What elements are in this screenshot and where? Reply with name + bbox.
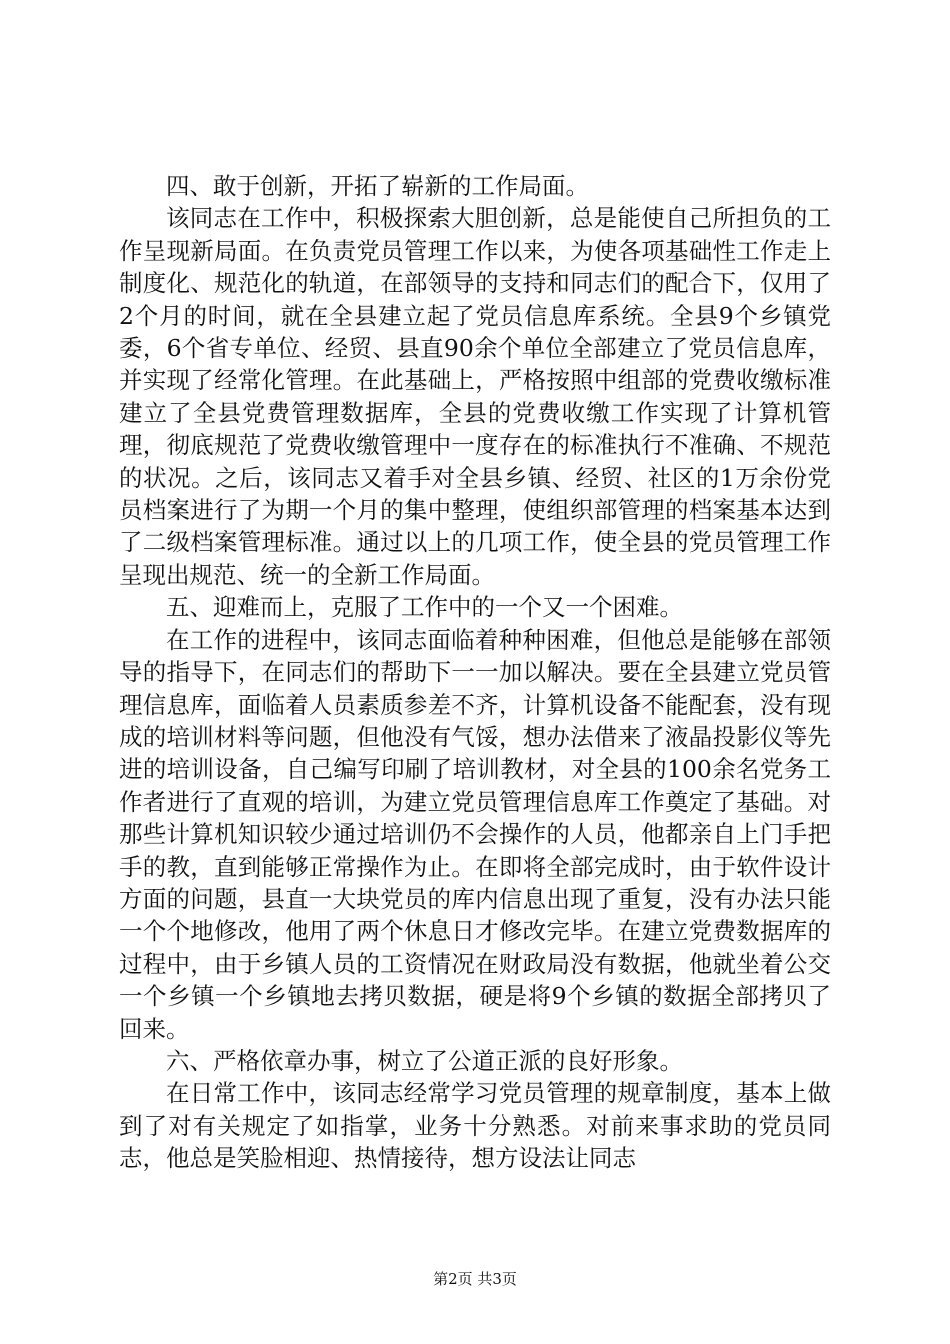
page-footer bbox=[0, 1268, 950, 1289]
body-paragraph: 该同志在工作中，积极探索大胆创新，总是能使自己所担负的工作呈现新局面。在负责党员管理工作以来，为使各项基础性工作走上制度化、规范化的轨道，在部领导的支持和同志们的配合下，仅用了2个月的时间，就在全县建立起了党员信息库系统。全县9个乡镇党委，6个省专单位、经贸、县直90余个单位全部建立了党员信息库，并实现了经常化管理。在此基础上，严格按照中组部的党费收缴标准建立了全县党费管理数据库，全县的党费收缴工作实现了计算机管理，彻底规范了党费收缴管理中一度存在的标准执行不准确、不规范的状况。之后，该同志又着手对全县乡镇、经贸、社区的1万余份党员档案进行了为期一个月的集中整理，使组织部管理的档案基本达到了二级档案管理标准。通过以上的几项工作，使全县的党员管理工作呈现出规范、统一的全新工作局面。 bbox=[119, 204, 831, 589]
body-paragraph: 在日常工作中，该同志经常学习党员管理的规章制度，基本上做到了对有关规定了如指掌，业务十分熟悉。对前来事求助的党员同志，他总是笑脸相迎、热情接待，想方设法让同志 bbox=[119, 1079, 831, 1173]
page-number: 第2页 共3页 bbox=[433, 1270, 517, 1288]
section-heading-5: 五、迎难而上，克服了工作中的一个又一个困难。 bbox=[166, 593, 683, 622]
section-heading-4: 四、敢于创新，开拓了崭新的工作局面。 bbox=[166, 172, 589, 200]
document-body bbox=[119, 170, 831, 1175]
body-paragraph: 在工作的进程中，该同志面临着种种困难，但他总是能够在部领导的指导下，在同志们的帮助下一一加以解决。要在全县建立党员管理信息库，面临着人员素质参差不齐，计算机设备不能配套，没有现成的培训材料等问题，但他没有气馁，想办法借来了液晶投影仪等先进的培训设备，自己编写印刷了培训教材，对全县的100余名党务工作者进行了直观的培训，为建立党员管理信息库工作奠定了基础。对那些计算机知识较少通过培训仍不会操作的人员，他都亲自上门手把手的教，直到能够正常操作为止。在即将全部完成时，由于软件设计方面的问题，县直一大块党员的库内信息出现了重复，没有办法只能一个个地修改，他用了两个休息日才修改完毕。在建立党费数据库的过程中，由于乡镇人员的工资情况在财政局没有数据，他就坐着公交一个乡镇一个乡镇地去拷贝数据，硬是将9个乡镇的数据全部拷贝了回来。 bbox=[119, 625, 831, 1043]
section-heading-6: 六、严格依章办事，树立了公道正派的良好形象。 bbox=[166, 1046, 683, 1075]
